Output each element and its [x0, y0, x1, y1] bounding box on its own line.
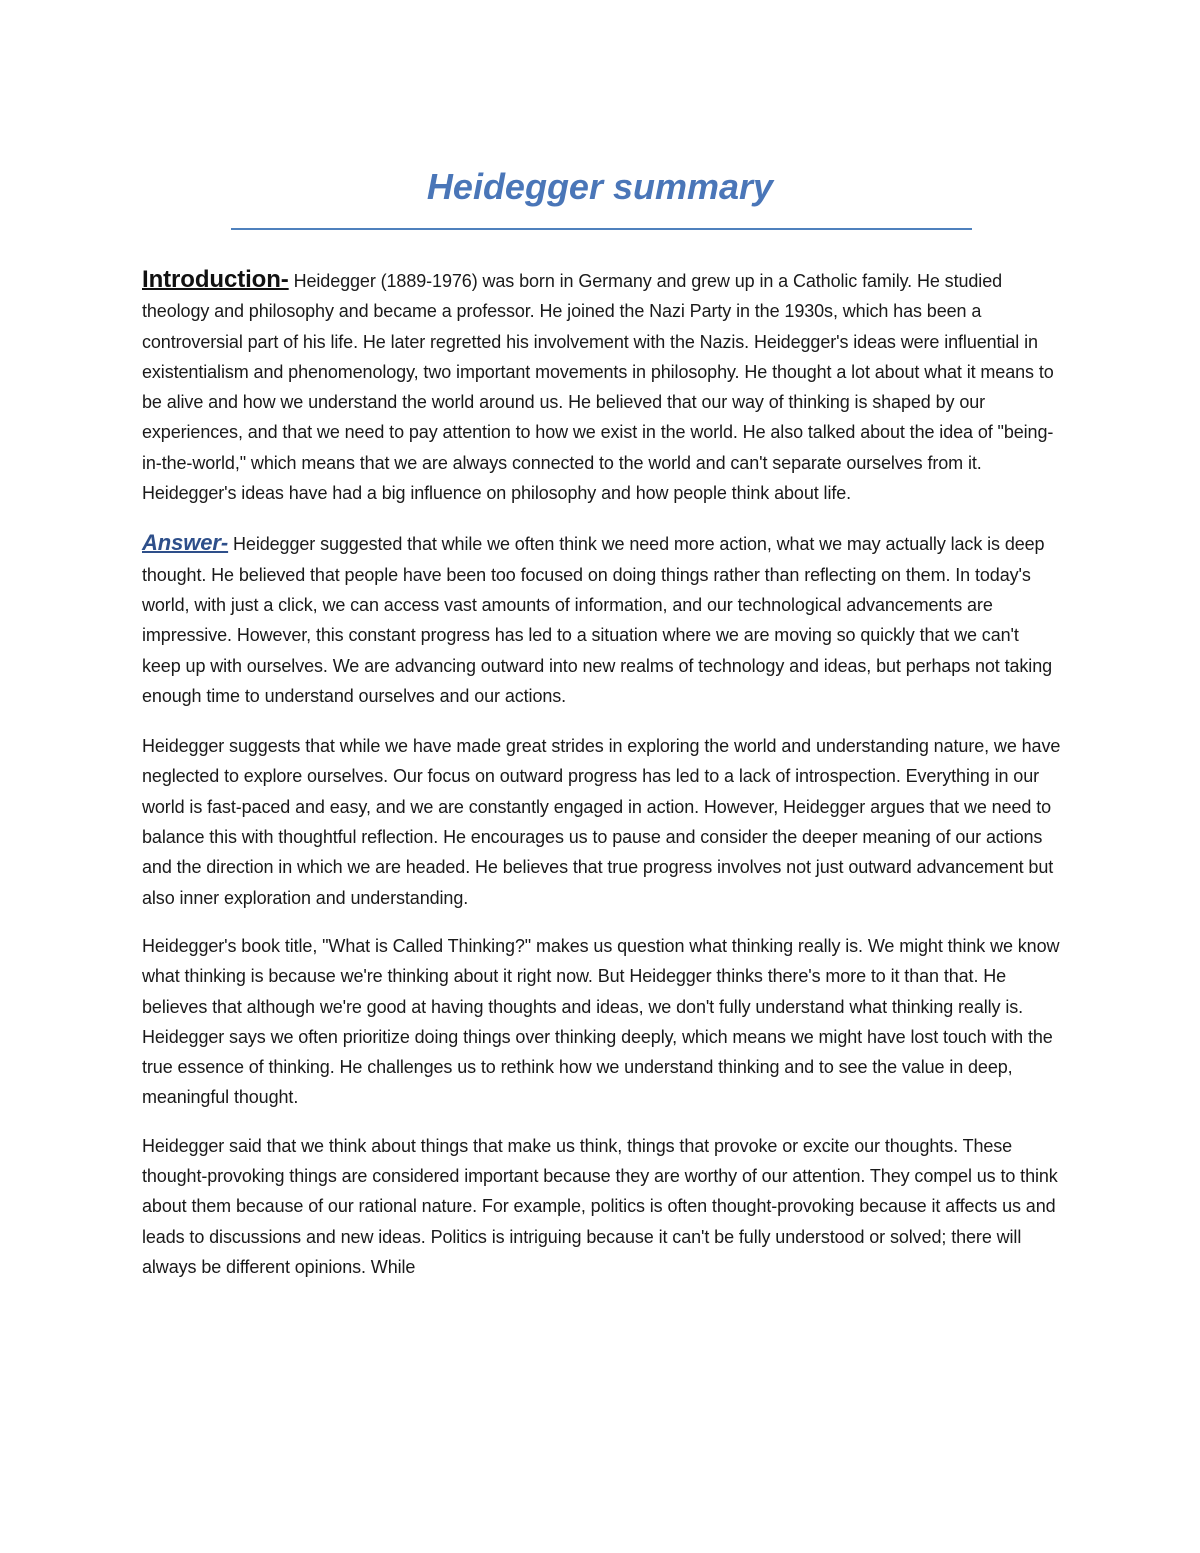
introduction-paragraph	[142, 265, 1062, 508]
answer-paragraph	[142, 528, 1062, 711]
document-body	[142, 265, 1062, 1300]
page-title: Heidegger summary	[426, 166, 774, 207]
introduction-text: Heidegger (1889-1976) was born in Germany and grew up in a Catholic family. He studied theology and philosophy and became a professor. He joined the Nazi Party in the 1930s, which has been a controversial part of his life. He later regretted his involvement with the Nazis. Heidegger's ideas were influential in existentialism and phenomenology, two important movements in philosophy. He thought a lot about what it means to be alive and how we understand the world around us. He believed that our way of thinking is shaped by our experiences, and that we need to pay attention to how we exist in the world. He also talked about the idea of "being-in-the-world," which means that we are always connected to the world and can't separate ourselves from it. Heidegger's ideas have had a big influence on philosophy and how people think about life.	[142, 271, 1054, 504]
answer-heading: Answer-	[142, 530, 229, 556]
body-paragraph-3: Heidegger said that we think about things that make us think, things that provoke or excite our thoughts. These thought-provoking things are considered important because they are worthy of our attention. They compel us to think about them because of our rational nature. For example, politics is often thought-provoking because it affects us and leads to discussions and new ideas. Politics is intriguing because it can't be fully understood or solved; there will always be different opinions. While	[142, 1135, 1058, 1277]
body-paragraph-2: Heidegger's book title, "What is Called Thinking?" makes us question what thinking really is. We might think we know what thinking is because we're thinking about it right now. But Heidegger thinks there's more to it than that. He believes that although we're good at having thoughts and ideas, we don't fully understand what thinking really is. Heidegger says we often prioritize doing things over thinking deeply, which means we might have lost touch with the true essence of thinking. He challenges us to rethink how we understand thinking and to see the value in deep, meaningful thought.	[142, 935, 1060, 1108]
answer-text: Heidegger suggested that while we often think we need more action, what we may actually lack is deep thought. He believed that people have been too focused on doing things rather than reflecting on them. In today's world, with just a click, we can access vast amounts of information, and our technological advancements are impressive. However, this constant progress has led to a situation where we are moving so quickly that we can't keep up with ourselves. We are advancing outward into new realms of technology and ideas, but perhaps not taking enough time to understand ourselves and our actions.	[142, 534, 1053, 706]
introduction-heading: Introduction-	[142, 266, 289, 293]
title-divider	[231, 228, 972, 230]
body-paragraph-1: Heidegger suggests that while we have made great strides in exploring the world and understanding nature, we have neglected to explore ourselves. Our focus on outward progress has led to a lack of introspection. Everything in our world is fast-paced and easy, and we are constantly engaged in action. However, Heidegger argues that we need to balance this with thoughtful reflection. He encourages us to pause and consider the deeper meaning of our actions and the direction in which we are headed. He believes that true progress involves not just outward advancement but also inner exploration and understanding.	[142, 736, 1061, 908]
